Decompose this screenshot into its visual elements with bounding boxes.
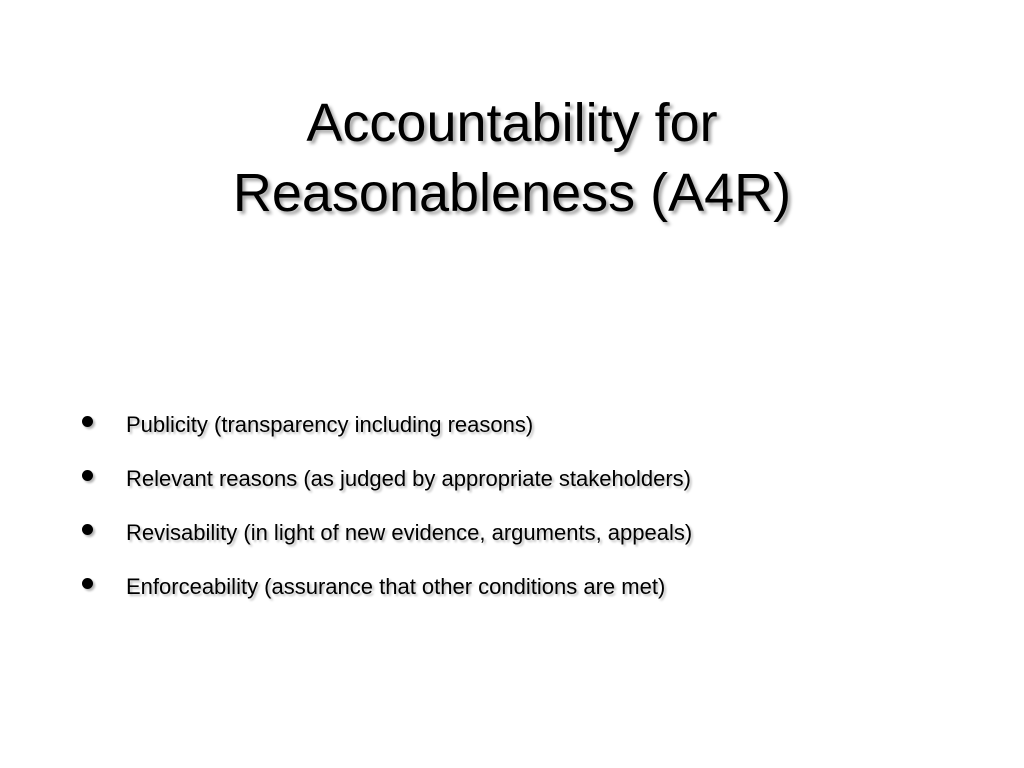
- bullet-item: [72, 452, 972, 506]
- bullet-item: [72, 560, 972, 614]
- bullet-item: [72, 506, 972, 560]
- slide-title-line-1: Accountability for: [306, 93, 718, 153]
- bullet-list: [72, 398, 972, 614]
- bullet-text: Revisability (in light of new evidence, arguments, appeals): [126, 520, 693, 545]
- bullet-text: Relevant reasons (as judged by appropriate stakeholders): [126, 466, 691, 491]
- bullet-dot-icon: [82, 416, 93, 427]
- bullet-text: Enforceability (assurance that other conditions are met): [126, 574, 666, 599]
- slide-title: [0, 88, 1024, 228]
- bullet-item: [72, 398, 972, 452]
- bullet-dot-icon: [82, 578, 93, 589]
- bullet-dot-icon: [82, 470, 93, 481]
- slide-title-line-2: Reasonableness (A4R): [232, 163, 792, 223]
- bullet-dot-icon: [82, 524, 93, 535]
- bullet-text: Publicity (transparency including reasons): [126, 412, 534, 437]
